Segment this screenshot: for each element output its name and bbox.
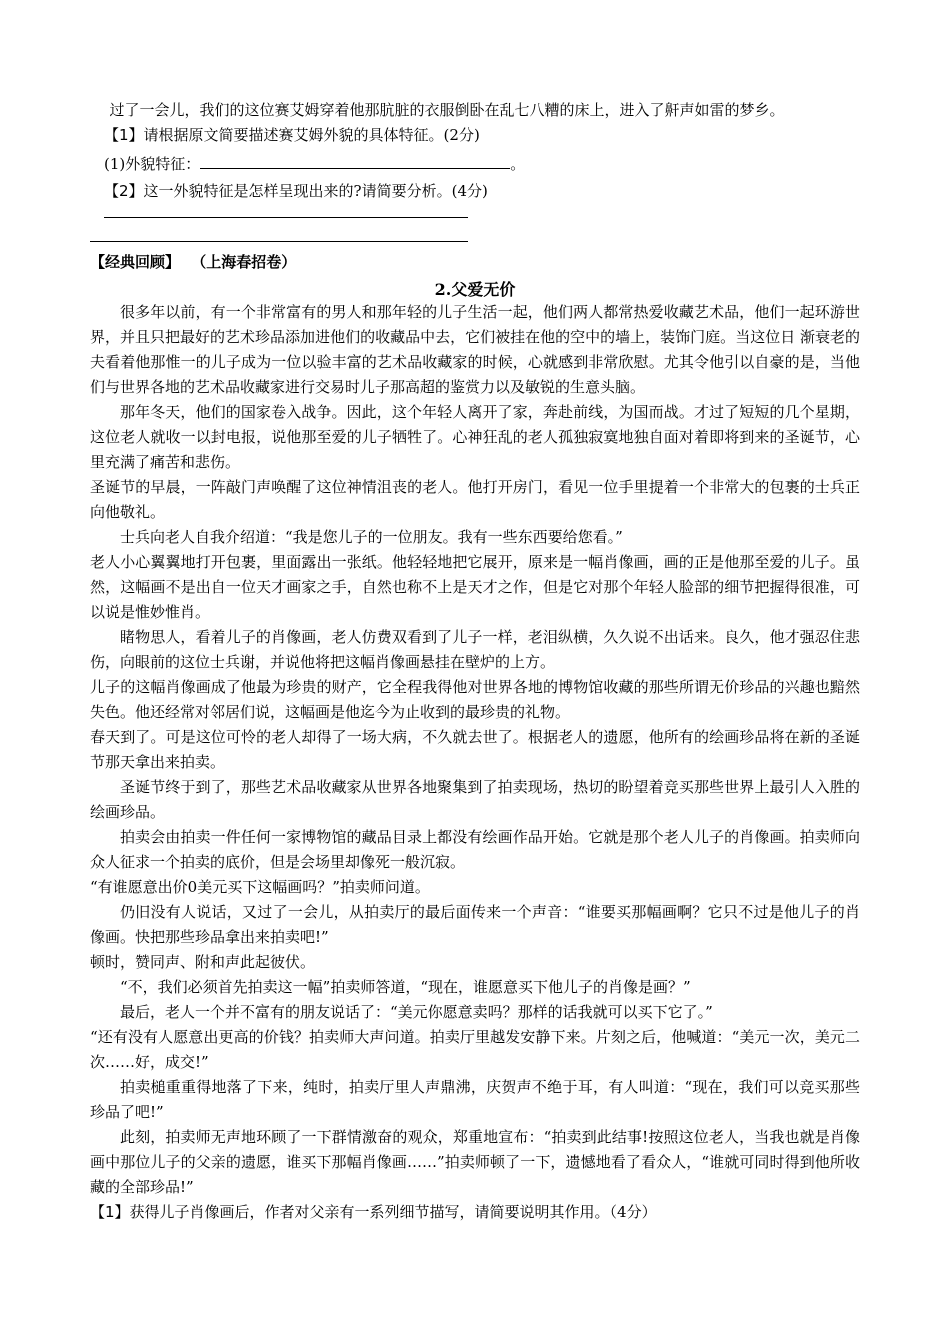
final-question bbox=[90, 1200, 860, 1225]
paragraph-18: 此刻，拍卖师无声地环顾了一下群情激奋的观众，郑重地宣布：“拍卖到此结事!按照这位老人，当我也就是肖像画中那位儿子的父亲的遗愿，谁买下那幅肖像画……”拍卖师顿了一下，遗憾地看了看众人，“谁就可同时得到他所收藏的全部珍品!” bbox=[90, 1128, 860, 1196]
section-header bbox=[90, 250, 860, 302]
paragraph-9: 圣诞节终于到了，那些艺术品收藏家从世界各地聚集到了拍卖现场，热切的盼望着竞买那些世界上最引人入胜的绘画珍品。 bbox=[90, 778, 860, 821]
question-1-sub-label: (1)外貌特征： bbox=[104, 155, 201, 173]
section-source: （上海春招卷） bbox=[191, 253, 297, 271]
carryover-paragraph: 过了一会儿，我们的这位赛艾姆穿着他那肮脏的衣服倒卧在乱七八糟的床上，进入了鼾声如雷的梦乡。 bbox=[109, 101, 785, 119]
carryover-section bbox=[90, 98, 860, 204]
paragraph-3: 圣诞节的早晨，一阵敲门声唤醒了这位神情沮丧的老人。他打开房门，看见一位手里提着一个非常大的包裹的士兵正向他敬礼。 bbox=[90, 478, 860, 521]
paragraph-7: 儿子的这幅肖像画成了他最为珍贵的财产，它全程我得他对世界各地的博物馆收藏的那些所谓无价珍品的兴趣也黯然失色。他还经常对邻居们说，这幅画是他迄今为止收到的最珍贵的礼物。 bbox=[90, 678, 860, 721]
paragraph-11: “有谁愿意出价0美元买下这幅画吗？”拍卖师问道。 bbox=[90, 878, 430, 896]
section-heading: 【经典回顾】 bbox=[90, 253, 181, 271]
final-question-text: 获得儿子肖像画后，作者对父亲有一系列细节描写，请简要说明其作用。（4分） bbox=[129, 1203, 657, 1221]
paragraph-2: 那年冬天，他们的国家卷入战争。因此，这个年轻人离开了家，奔赴前线，为国而战。才过了短短的几个星期，这位老人就收一以封电报，说他那至爱的儿子牺牲了。心神狂乱的老人孤独寂寞地独自面对着即将到来的圣诞节，心里充满了痛苦和悲伤。 bbox=[90, 403, 860, 471]
answer-blank-1[interactable] bbox=[200, 152, 510, 169]
paragraph-14: “不，我们必须首先拍卖这一幅”拍卖师答道，“现在，谁愿意买下他儿子的肖像是画？” bbox=[120, 978, 691, 996]
paragraph-5: 老人小心翼翼地打开包裹，里面露出一张纸。他轻轻地把它展开，原来是一幅肖像画，画的正是他那至爱的儿子。虽然，这幅画不是出自一位天才画家之手，自然也称不上是天才之作，但是它对那个年轻人脸部的细节把握得很准，可以说是惟妙惟肖。 bbox=[90, 553, 860, 621]
paragraph-10: 拍卖会由拍卖一件任何一家博物馆的藏品目录上都没有绘画作品开始。它就是那个老人儿子的肖像画。拍卖师向众人征求一个拍卖的底价，但是会场里却像死一般沉寂。 bbox=[90, 828, 860, 871]
question-1-sub bbox=[90, 152, 860, 177]
question-1-sub-end: 。 bbox=[510, 155, 526, 173]
answer-line-2[interactable] bbox=[104, 217, 468, 218]
paragraph-16: “还有没有人愿意出更高的价钱？拍卖师大声问道。拍卖厅里越发安静下来。片刻之后，他喊道：“美元一次，美元二次……好，成交!” bbox=[90, 1028, 860, 1071]
paragraph-17: 拍卖槌重重得地落了下来，纯时，拍卖厅里人声鼎沸，庆贺声不绝于耳，有人叫道：“现在，我们可以竞买那些珍品了吧!” bbox=[90, 1078, 860, 1121]
question-2 bbox=[90, 179, 860, 204]
question-1 bbox=[90, 123, 860, 148]
question-1-text: 请根据原文简要描述赛艾姆外貌的具体特征。(2分) bbox=[143, 126, 480, 144]
paragraph-1: 很多年以前，有一个非常富有的男人和那年轻的儿子生活一起，他们两人都常热爱收藏艺术品，他们一起环游世界，并且只把最好的艺术珍品添加进他们的收藏品中去，它们被挂在他的空中的墙上，装饰门庭。当这位日 渐衰老的夫看着他那惟一的儿子成为一位以验丰富的艺术品收藏家的时候，心就感到非常欣慰。尤其令他引以自豪的是，当他们与世界各地的艺术品收藏家进行交易时儿子那高超的鉴赏力以及敏锐的生意头脑。 bbox=[90, 303, 860, 396]
paragraph-8: 春天到了。可是这位可怜的老人却得了一场大病，不久就去世了。根据老人的遗愿，他所有的绘画珍品将在新的圣诞节那天拿出来拍卖。 bbox=[90, 728, 860, 771]
paragraph-13: 顿时，赞同声、附和声此起彼伏。 bbox=[90, 953, 316, 971]
final-question-label: 【1】 bbox=[90, 1203, 130, 1221]
question-2-text: 这一外貌特征是怎样呈现出来的?请简要分析。(4分) bbox=[143, 182, 488, 200]
article-title: 2.父爱无价 bbox=[434, 280, 516, 299]
question-1-label: 【1】 bbox=[104, 126, 144, 144]
paragraph-4: 士兵向老人自我介绍道：“我是您儿子的一位朋友。我有一些东西要给您看。” bbox=[120, 528, 623, 546]
question-2-label: 【2】 bbox=[104, 182, 144, 200]
paragraph-15: 最后，老人一个并不富有的朋友说话了：“美元你愿意卖吗？那样的话我就可以买下它了。” bbox=[120, 1003, 713, 1021]
article-body bbox=[90, 300, 860, 1225]
paragraph-6: 睹物思人，看着儿子的肖像画，老人仿费双看到了儿子一样，老泪纵横，久久说不出话来。良久，他才强忍住悲伤，向眼前的这位士兵谢，并说他将把这幅肖像画悬挂在壁炉的上方。 bbox=[90, 628, 860, 671]
section-divider bbox=[90, 241, 468, 242]
section-heading-line bbox=[90, 250, 860, 275]
paragraph-12: 仍旧没有人说话，又过了一会儿，从拍卖厅的最后面传来一个声音：“谁要买那幅画啊？它只不过是他儿子的肖像画。快把那些珍品拿出来拍卖吧!” bbox=[90, 903, 860, 946]
